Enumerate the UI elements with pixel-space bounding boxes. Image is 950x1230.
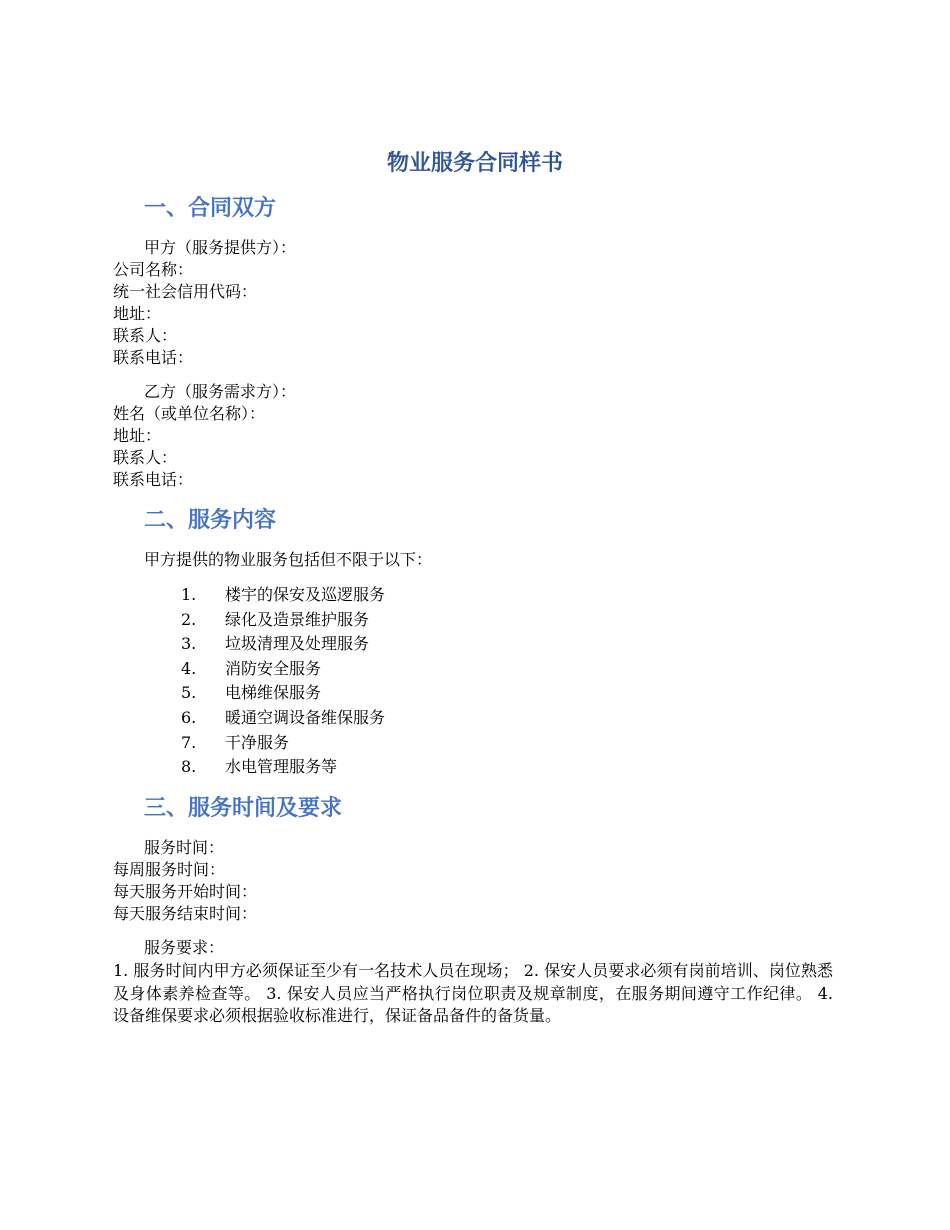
list-item-text: 暖通空调设备维保服务 bbox=[225, 707, 386, 727]
section-heading-time-requirements: 三、服务时间及要求 bbox=[144, 796, 343, 821]
party-a-field-address: 地址： bbox=[113, 304, 162, 323]
party-a-field-phone: 联系电话： bbox=[113, 348, 194, 367]
services-intro bbox=[113, 549, 843, 571]
list-item bbox=[181, 755, 385, 780]
document-title: 物业服务合同样书 bbox=[386, 151, 563, 176]
party-a-label: 甲方（服务提供方）： bbox=[144, 238, 297, 257]
list-item bbox=[181, 657, 385, 682]
party-b-field-address: 地址： bbox=[113, 426, 162, 445]
list-item-number: 5. bbox=[181, 683, 197, 703]
list-item-text: 干净服务 bbox=[225, 732, 290, 752]
list-item-text: 电梯维保服务 bbox=[225, 683, 322, 703]
list-item-number: 1. bbox=[181, 585, 197, 604]
list-item-number: 6. bbox=[181, 707, 197, 727]
party-b-field-name: 姓名（或单位名称）： bbox=[113, 404, 266, 423]
list-item bbox=[181, 681, 385, 706]
section-heading-services: 二、服务内容 bbox=[144, 508, 277, 533]
party-a-field-contact: 联系人： bbox=[113, 326, 178, 345]
services-intro-text: 甲方提供的物业服务包括但不限于以下： bbox=[144, 550, 433, 569]
party-b-block bbox=[113, 381, 843, 491]
list-item-text: 垃圾清理及处理服务 bbox=[225, 634, 370, 654]
daily-end-time-field: 每天服务结束时间： bbox=[113, 904, 258, 923]
daily-start-time-field: 每天服务开始时间： bbox=[113, 882, 258, 901]
party-b-field-phone: 联系电话： bbox=[113, 470, 194, 489]
list-item-number: 4. bbox=[181, 658, 197, 678]
list-item-number: 8. bbox=[181, 757, 197, 777]
list-item bbox=[181, 608, 385, 633]
list-item bbox=[181, 706, 385, 731]
list-item-number: 3. bbox=[181, 634, 197, 654]
service-time-block bbox=[113, 837, 843, 925]
party-b-label: 乙方（服务需求方）： bbox=[144, 382, 297, 401]
weekly-service-time-field: 每周服务时间： bbox=[113, 860, 226, 879]
service-requirements-label: 服务要求： bbox=[144, 938, 225, 957]
list-item-text: 绿化及造景维护服务 bbox=[225, 609, 370, 629]
party-a-field-company-name: 公司名称： bbox=[113, 260, 194, 279]
section-heading-parties: 一、合同双方 bbox=[144, 196, 277, 221]
list-item-text: 水电管理服务等 bbox=[225, 757, 338, 777]
list-item-text: 楼宇的保安及巡逻服务 bbox=[225, 585, 386, 604]
list-item bbox=[181, 632, 385, 657]
list-item-number: 2. bbox=[181, 609, 197, 629]
list-item-number: 7. bbox=[181, 732, 197, 752]
party-b-field-contact: 联系人： bbox=[113, 448, 178, 467]
list-item-text: 消防安全服务 bbox=[225, 658, 322, 678]
list-item bbox=[181, 731, 385, 756]
service-requirements-label-block bbox=[113, 937, 843, 959]
services-list bbox=[181, 583, 385, 780]
service-requirements-text: 1. 服务时间内甲方必须保证至少有一名技术人员在现场； 2. 保安人员要求必须有岗前培训、岗位熟悉及身体素养检查等。 3. 保安人员应当严格执行岗位职责及规章制度，在服务期间遵守工作纪律。 4. 设备维保要求必须根据验收标准进行，保证备品备件的备货量。 bbox=[113, 961, 833, 1025]
service-time-label: 服务时间： bbox=[144, 838, 225, 857]
party-a-block bbox=[113, 237, 843, 369]
list-item bbox=[181, 583, 385, 608]
party-a-field-credit-code: 统一社会信用代码： bbox=[113, 282, 258, 301]
